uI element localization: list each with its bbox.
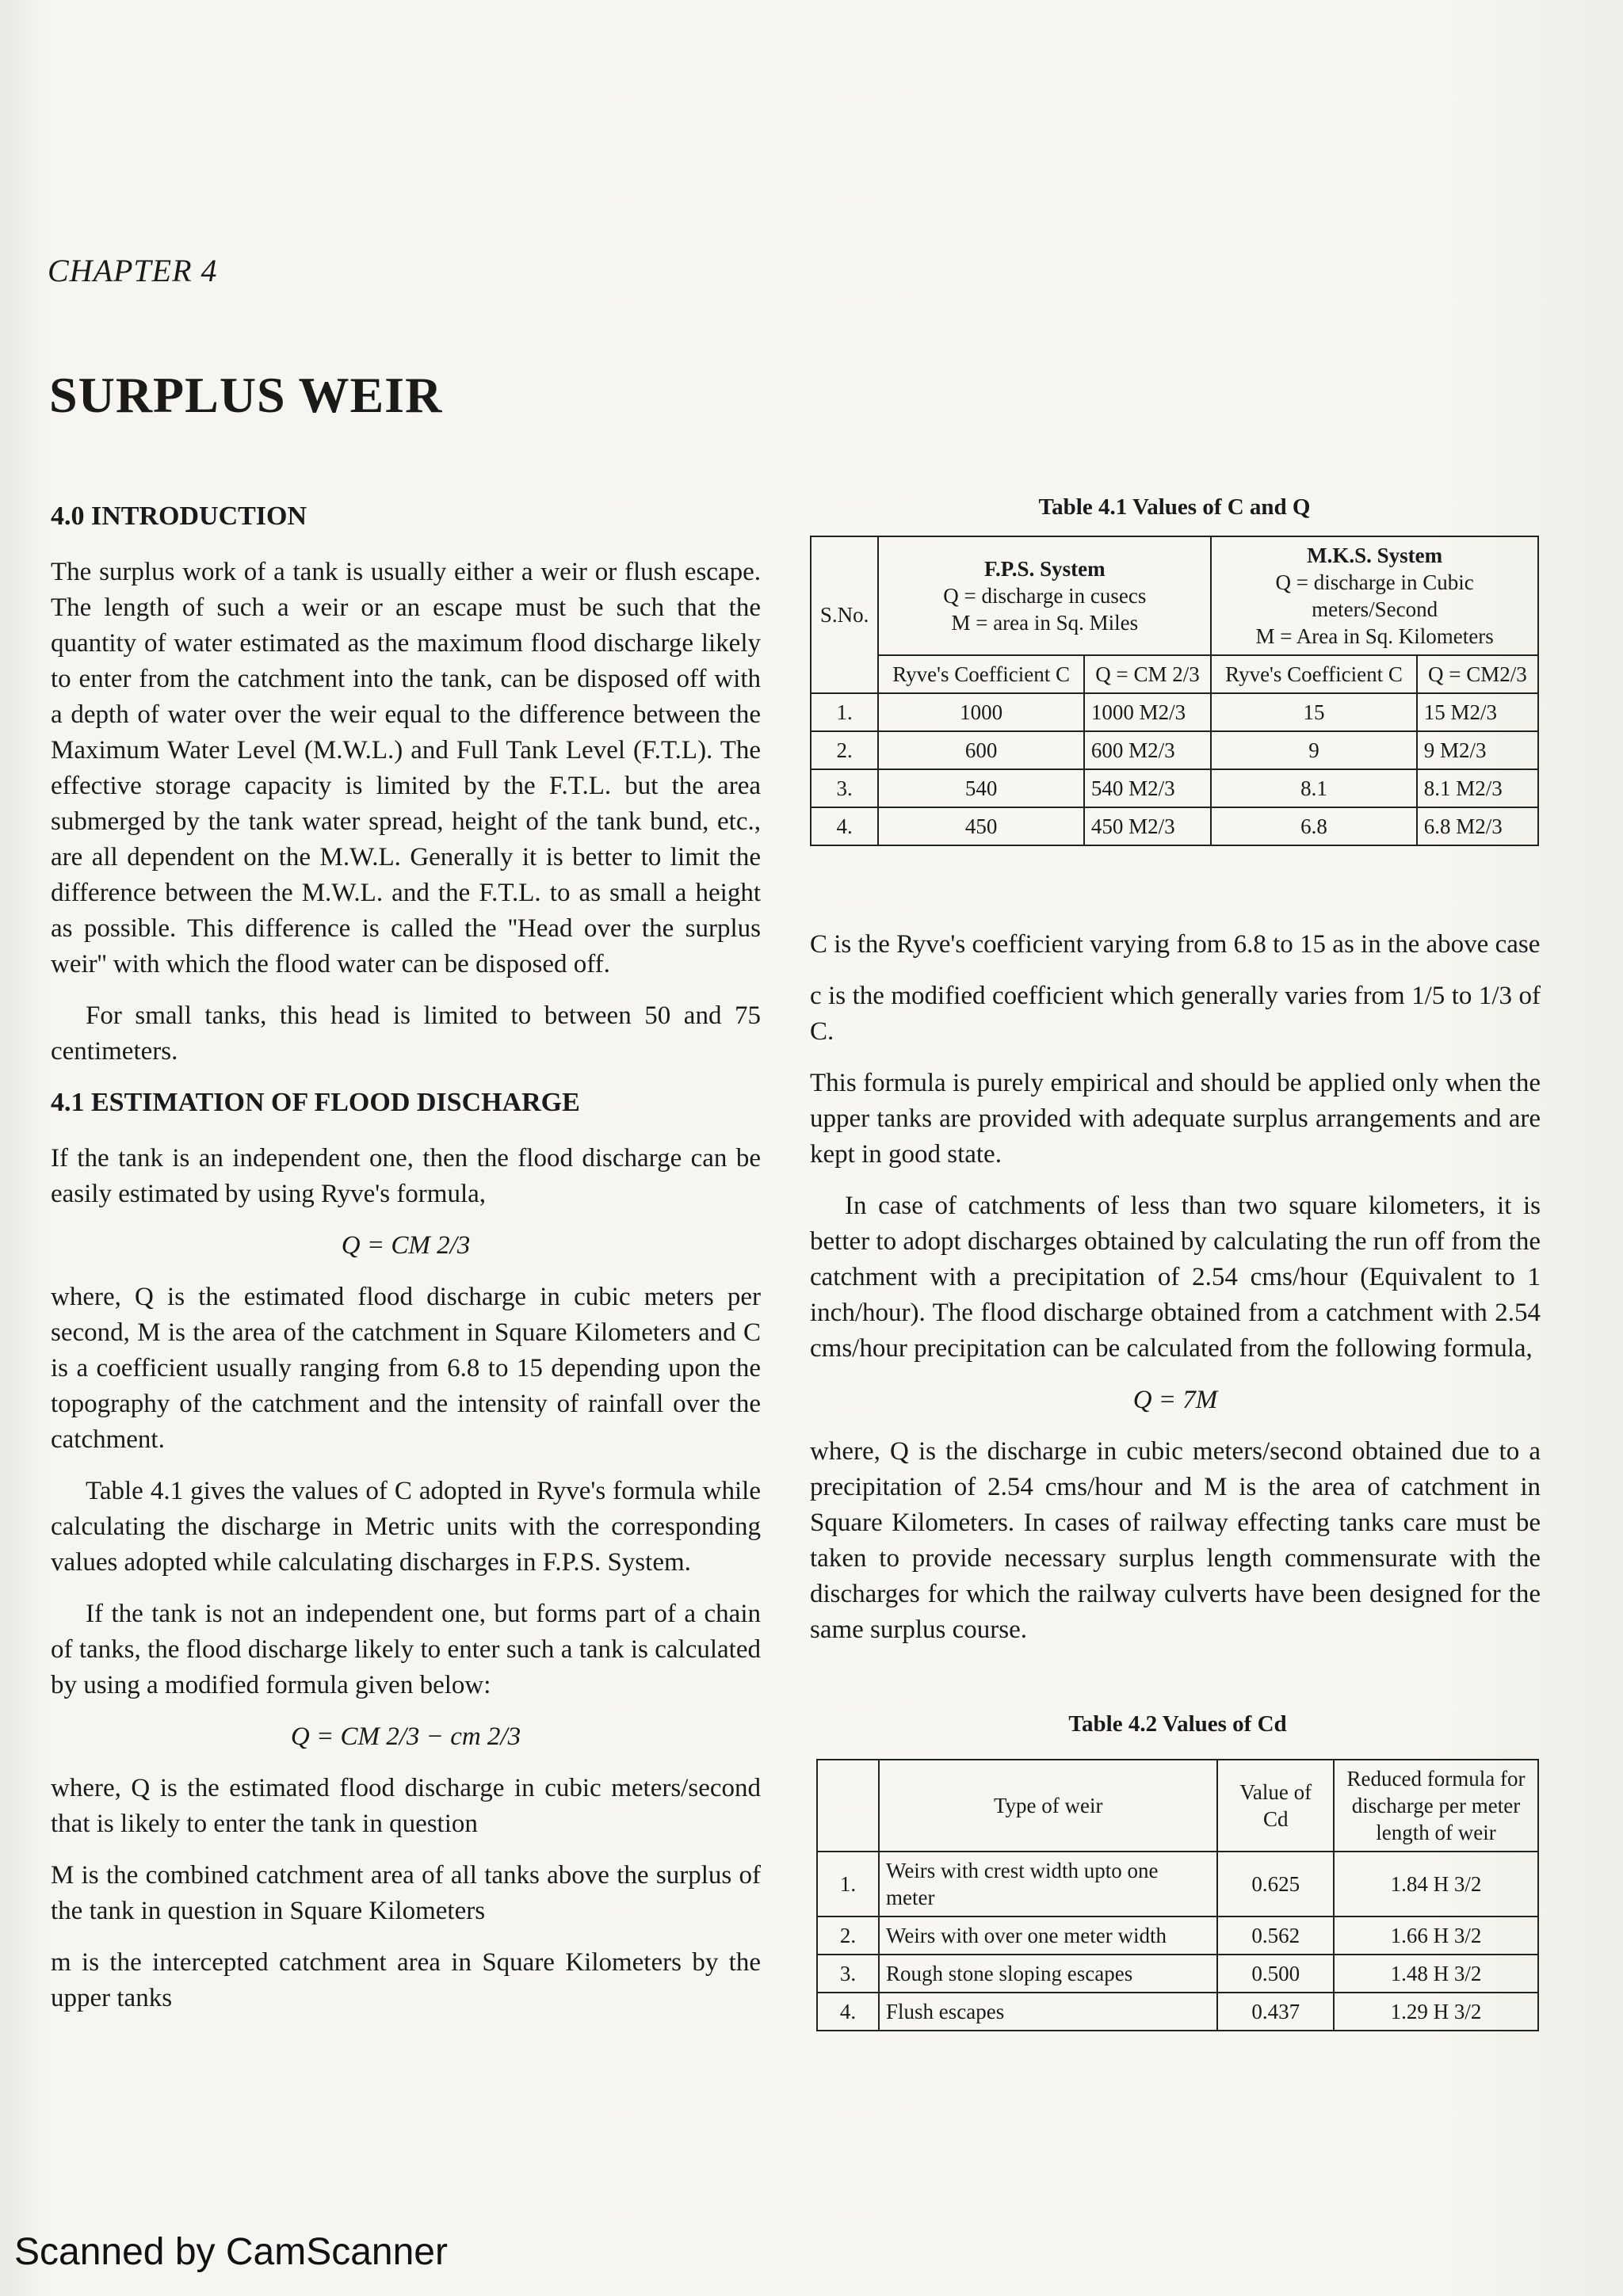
table-row bbox=[811, 769, 1538, 807]
table-cell: 3. bbox=[817, 1955, 879, 1993]
table-cell: 1000 bbox=[878, 693, 1083, 731]
table-cell: 1000 M2/3 bbox=[1084, 693, 1211, 731]
table-cell: 9 bbox=[1211, 731, 1416, 769]
intercepted-catchment-paragraph: m is the intercepted catchment area in Square Kilometers by the upper tanks bbox=[51, 1948, 761, 2012]
table-cell: 1. bbox=[811, 693, 878, 731]
table-cell: 1. bbox=[817, 1852, 879, 1917]
left-column bbox=[51, 499, 761, 2032]
table-cell: Weirs with crest width upto one meter bbox=[879, 1852, 1217, 1917]
table-cell: 6.8 bbox=[1211, 807, 1416, 845]
table-cell: Weirs with over one meter width bbox=[879, 1917, 1217, 1955]
chapter-title: SURPLUS WEIR bbox=[49, 367, 443, 423]
table-row bbox=[817, 1917, 1538, 1955]
table-cell: 6.8 M2/3 bbox=[1417, 807, 1538, 845]
table-cell: 450 M2/3 bbox=[1084, 807, 1211, 845]
table-reference-paragraph: Table 4.1 gives the values of C adopted in Ryve's formula while calculating the discharge in Metric units with the corresponding values adopted while calculating discharges in F.P.S. System. bbox=[51, 1477, 761, 1577]
modified-coefficient-paragraph: c is the modified coefficient which generally varies from 1/5 to 1/3 of C. bbox=[810, 982, 1541, 1046]
modified-formula: Q = CM 2/3 − cm 2/3 bbox=[290, 1722, 521, 1751]
table1-sno-header: S.No. bbox=[811, 536, 878, 693]
table-row bbox=[811, 731, 1538, 769]
right-column bbox=[810, 927, 1541, 1664]
ryve-where-paragraph: where, Q is the estimated flood discharge in cubic meters per second, M is the area of the catchment in Square Kilometers and C is a coefficient usually ranging from 6.8 to 15 depending upon the topography of the catchment and the intensity of rainfall over the catchment. bbox=[51, 1283, 761, 1454]
mks-title: M.K.S. System bbox=[1307, 543, 1443, 567]
table-4-2-caption: Table 4.2 Values of Cd bbox=[1068, 1711, 1287, 1737]
table-4-1-caption: Table 4.1 Values of C and Q bbox=[1038, 494, 1311, 520]
table-cell: 0.437 bbox=[1217, 1993, 1334, 2031]
table-cell: 15 bbox=[1211, 693, 1416, 731]
scanner-watermark: Scanned by CamScanner bbox=[14, 2231, 448, 2273]
mks-q-def-2: meters/Second bbox=[1312, 597, 1438, 621]
table-cell: 540 bbox=[878, 769, 1083, 807]
table-row bbox=[811, 807, 1538, 845]
table1-subheader: Q = CM 2/3 bbox=[1084, 655, 1211, 693]
table2-header: Reduced formula for discharge per meter length of weir bbox=[1334, 1760, 1538, 1852]
combined-catchment-paragraph: M is the combined catchment area of all tanks above the surplus of the tank in question in Square Kilometers bbox=[51, 1861, 761, 1925]
table-cell: 1.29 H 3/2 bbox=[1334, 1993, 1538, 2031]
table-cell: 9 M2/3 bbox=[1417, 731, 1538, 769]
q-7m-formula: Q = 7M bbox=[1132, 1386, 1218, 1414]
table-cell: 4. bbox=[817, 1993, 879, 2031]
railway-paragraph: where, Q is the discharge in cubic meters/second obtained due to a precipitation of 2.54 cms/hour and M is the area of catchment in Square Kilometers. In cases of railway effecting tanks care must be taken to provide necessary surplus length commensurate with the discharges for which the railway culverts have been designed for the same surplus course. bbox=[810, 1437, 1541, 1644]
table-cell: 450 bbox=[878, 807, 1083, 845]
fps-title: F.P.S. System bbox=[984, 557, 1106, 581]
mks-m-def: M = Area in Sq. Kilometers bbox=[1255, 624, 1494, 648]
table2-header: Value of Cd bbox=[1217, 1760, 1334, 1852]
table-cell: 8.1 M2/3 bbox=[1417, 769, 1538, 807]
table-row bbox=[811, 693, 1538, 731]
table-cell: Flush escapes bbox=[879, 1993, 1217, 2031]
small-catchment-paragraph: In case of catchments of less than two square kilometers, it is better to adopt discharges obtained by calculating the run off from the catchment with a precipitation of 2.54 cms/hour (Equivalent to 1 inch/hour). The flood discharge obtained from a catchment with 2.54 cms/hour precipitation can be calculated from the following formula, bbox=[810, 1192, 1541, 1363]
table-4-1 bbox=[810, 536, 1539, 846]
ryve-coefficient-paragraph: C is the Ryve's coefficient varying from 6.8 to 15 as in the above case bbox=[810, 930, 1541, 959]
fps-q-def: Q = discharge in cusecs bbox=[943, 584, 1147, 608]
table-cell: 1.66 H 3/2 bbox=[1334, 1917, 1538, 1955]
table1-subheader: Q = CM2/3 bbox=[1417, 655, 1538, 693]
chain-tanks-paragraph: If the tank is not an independent one, but forms part of a chain of tanks, the flood discharge likely to enter such a tank is calculated by using a modified formula given below: bbox=[51, 1600, 761, 1699]
ryve-formula: Q = CM 2/3 bbox=[341, 1231, 471, 1260]
table1-subheader: Ryve's Coefficient C bbox=[1211, 655, 1416, 693]
intro-paragraph: The surplus work of a tank is usually either a weir or flush escape. The length of such a weir or an escape must be such that the quantity of water estimated as the maximum flood discharge likely to enter from the catchment into the tank, can be disposed off with a depth of water over the weir equal to the difference between the Maximum Water Level (M.W.L.) and Full Tank Level (F.T.L). The effective storage capacity is limited by the F.T.L. but the area submerged by the tank water spread, height of the tank bund, etc., are all dependent on the M.W.L. Generally it is better to limit the difference between the M.W.L. and the F.T.L. to as small a height as possible. This difference is called the ''Head over the surplus weir'' with which the flood water can be disposed off. bbox=[51, 558, 761, 978]
section-heading-introduction: 4.0 INTRODUCTION bbox=[51, 502, 307, 531]
ryve-intro-paragraph: If the tank is an independent one, then the flood discharge can be easily estimated by using Ryve's formula, bbox=[51, 1144, 761, 1208]
table-cell: 1.48 H 3/2 bbox=[1334, 1955, 1538, 1993]
table-cell: 0.625 bbox=[1217, 1852, 1334, 1917]
empirical-paragraph: This formula is purely empirical and should be applied only when the upper tanks are provided with adequate surplus arrangements and are kept in good state. bbox=[810, 1069, 1541, 1169]
table1-mks-header bbox=[1211, 536, 1538, 655]
table2-header: Type of weir bbox=[879, 1760, 1217, 1852]
table-row bbox=[817, 1852, 1538, 1917]
table-cell: 600 bbox=[878, 731, 1083, 769]
table-cell: 0.562 bbox=[1217, 1917, 1334, 1955]
table-4-2 bbox=[816, 1759, 1539, 2031]
table-cell: Rough stone sloping escapes bbox=[879, 1955, 1217, 1993]
table-cell: 8.1 bbox=[1211, 769, 1416, 807]
mks-q-def-1: Q = discharge in Cubic bbox=[1275, 570, 1474, 594]
table-row bbox=[817, 1955, 1538, 1993]
table-cell: 2. bbox=[817, 1917, 879, 1955]
table2-sno-header bbox=[817, 1760, 879, 1852]
chapter-label: CHAPTER 4 bbox=[48, 253, 218, 288]
table1-fps-header bbox=[878, 536, 1211, 655]
table-cell: 600 M2/3 bbox=[1084, 731, 1211, 769]
table-cell: 540 M2/3 bbox=[1084, 769, 1211, 807]
table-cell: 0.500 bbox=[1217, 1955, 1334, 1993]
modified-where-paragraph: where, Q is the estimated flood discharge in cubic meters/second that is likely to enter the tank in question bbox=[51, 1774, 761, 1838]
table-cell: 2. bbox=[811, 731, 878, 769]
table1-subheader: Ryve's Coefficient C bbox=[878, 655, 1083, 693]
fps-m-def: M = area in Sq. Miles bbox=[951, 611, 1139, 635]
table-cell: 15 M2/3 bbox=[1417, 693, 1538, 731]
section-heading-flood-discharge: 4.1 ESTIMATION OF FLOOD DISCHARGE bbox=[51, 1088, 580, 1117]
table-cell: 3. bbox=[811, 769, 878, 807]
table-cell: 1.84 H 3/2 bbox=[1334, 1852, 1538, 1917]
table-row bbox=[817, 1993, 1538, 2031]
table-cell: 4. bbox=[811, 807, 878, 845]
head-limit-paragraph: For small tanks, this head is limited to between 50 and 75 centimeters. bbox=[51, 1001, 761, 1066]
